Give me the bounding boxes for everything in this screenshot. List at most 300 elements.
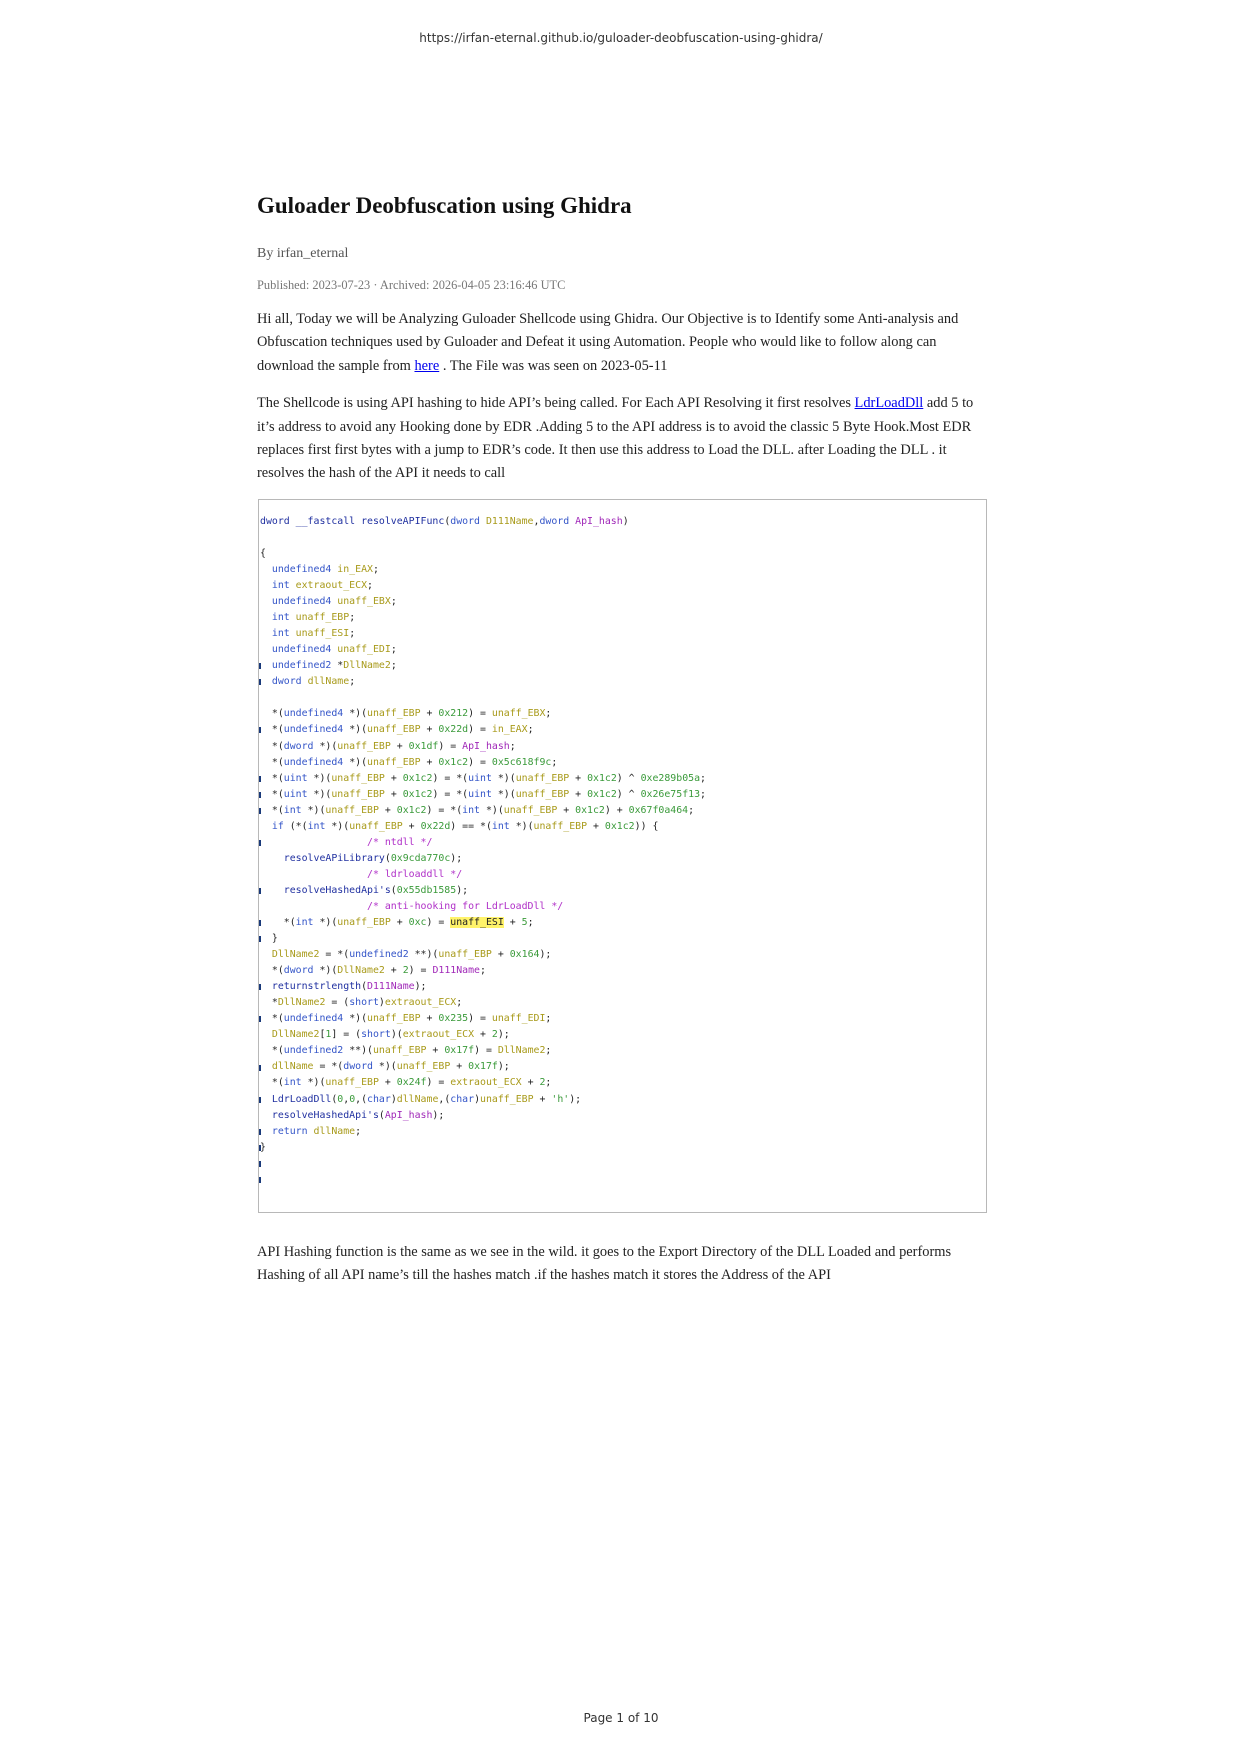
code-token: extraout_ECX (450, 1077, 522, 1089)
code-token: + (450, 1061, 469, 1073)
code-token: unaff_EBP (533, 820, 588, 832)
code-token: resolveAPiLibrary (283, 852, 385, 864)
code-token: unaff_EBP (331, 788, 385, 800)
code-token: *)( (349, 708, 368, 720)
code-token: dword (450, 515, 486, 527)
code-token: uint (283, 772, 314, 784)
code-token: *( (260, 1077, 284, 1089)
code-token: *( (260, 804, 284, 816)
code-token: in_EAX (337, 563, 373, 575)
code-token: ); (450, 852, 463, 864)
code-token: 2 (491, 1029, 498, 1041)
code-token: unaff_EBP (515, 788, 570, 800)
code-token: ; (545, 708, 552, 720)
code-token: unaff_EBP (367, 756, 421, 768)
code-token: 0xc (408, 917, 427, 929)
code-token: unaff_EBP (372, 1045, 427, 1057)
code-token: 1 (325, 1029, 332, 1041)
code-token: extraout_ECX (402, 1029, 475, 1041)
code-token: ) = (426, 1077, 451, 1089)
code-token: 0x17f (444, 1045, 475, 1057)
code-line (260, 530, 706, 546)
code-token: = ( (325, 997, 350, 1009)
code-token: + (533, 1093, 552, 1105)
code-token: **)( (349, 1045, 373, 1057)
code-token: + (378, 804, 397, 816)
code-line (260, 899, 706, 915)
publish-meta: Published: 2023-07-23 · Archived: 2026-04-05 23:16:46 UTC (257, 278, 566, 292)
code-token (260, 564, 272, 575)
code-token: unaff_EBP (503, 804, 558, 816)
code-token: in_EAX (491, 724, 528, 736)
code-token: + (521, 1077, 540, 1089)
code-token: 0x24f (396, 1077, 427, 1089)
code-token: returnstrlength (271, 981, 362, 993)
code-token: undefined4 (283, 756, 350, 768)
code-token: DllName2 (271, 1029, 320, 1041)
code-token: uint (468, 772, 498, 784)
code-line (260, 739, 706, 755)
code-token: uint (283, 788, 314, 800)
code-token: ) = *( (432, 772, 469, 784)
code-token: ) + (604, 804, 629, 816)
ldrloaddll-link[interactable]: LdrLoadDll (854, 395, 924, 412)
code-token: unaff_EDI (337, 644, 391, 656)
code-token: *)( (349, 724, 368, 736)
code-token: = *( (313, 1061, 344, 1073)
code-token: short (361, 1029, 391, 1041)
code-line (260, 1043, 706, 1059)
code-line (260, 819, 706, 835)
code-token: + (474, 1029, 492, 1041)
code-token: 0x1c2 (587, 772, 617, 784)
sample-link[interactable]: here (414, 357, 440, 374)
highlighted-token: unaff_ESI (450, 917, 504, 929)
code-line (260, 963, 706, 979)
code-token: /* ldrloaddll */ (367, 868, 463, 880)
paragraph-api-hashing-tail: add 5 to it’s address to avoid any Hooking done by EDR .Adding 5 to the API address is to avoid the classic 5 Byte Hook.Most EDR replaces first first bytes with a jump to EDR’s code. It then use this address to Load the DLL. after Loading the DLL . it resolves the hash of the API it needs to call (257, 395, 974, 482)
code-token (260, 628, 272, 639)
code-token: ,( (355, 1093, 368, 1105)
code-token (260, 981, 272, 992)
code-token: ; (349, 628, 356, 640)
code-token: = *( (319, 949, 350, 961)
code-line (260, 1140, 706, 1156)
code-token: , (533, 515, 540, 527)
code-token: ) = *( (432, 788, 469, 800)
code-token: *)( (307, 1077, 326, 1089)
code-token: unaff_EBP (295, 612, 350, 624)
code-token: ( (361, 981, 368, 993)
code-token: ; (527, 917, 534, 929)
code-token: ; (367, 580, 373, 592)
code-token: *( (260, 708, 284, 720)
code-token: unaff_EBP (367, 1013, 421, 1025)
code-token (260, 821, 272, 832)
paragraph-api-hashing-text: The Shellcode is using API hashing to hide API’s being called. For Each API Resolving it first resolves (257, 395, 855, 412)
code-token: **)( (414, 949, 439, 961)
code-token: resolveHashedApi's (271, 1109, 379, 1121)
code-token: ) = *( (426, 804, 463, 816)
code-token: ) = (438, 740, 463, 752)
code-line (260, 562, 706, 578)
code-token: 0x1c2 (396, 804, 427, 816)
code-token: resolveHashedApi's (283, 884, 391, 896)
code-token: if (271, 820, 290, 832)
code-token: ; (456, 997, 463, 1009)
code-token (260, 580, 272, 591)
code-token: DllName2 (497, 1045, 546, 1057)
code-token: dllName (313, 1125, 356, 1137)
code-line (260, 514, 706, 530)
code-token: + (378, 1077, 397, 1089)
code-token: ; (688, 804, 695, 816)
article (257, 190, 989, 1302)
code-token: + (503, 917, 522, 929)
code-token: *)( (307, 804, 326, 816)
code-token: *( (260, 756, 284, 768)
code-token: ; (545, 1045, 552, 1057)
code-token: unaff_EBP (331, 772, 385, 784)
code-token: ,( (438, 1093, 451, 1105)
paragraph-intro (257, 308, 989, 378)
code-token: *)( (319, 965, 338, 977)
code-token: ; (545, 1077, 552, 1089)
code-token: ); (497, 1061, 510, 1073)
code-line (260, 1059, 706, 1075)
code-token: ApI_hash (462, 740, 510, 752)
code-token: *)( (319, 917, 338, 929)
code-token: unaff_EBP (367, 708, 421, 720)
code-token: dllName (271, 1061, 314, 1073)
code-token: + (426, 1045, 445, 1057)
code-token: ) = (408, 965, 433, 977)
code-token: ) ^ (616, 788, 641, 800)
code-token: ApI_hash (384, 1109, 433, 1121)
code-line (260, 835, 706, 851)
code-token (260, 837, 367, 848)
code-token: ) = (468, 756, 492, 768)
article-title: Guloader Deobfuscation using Ghidra (257, 193, 632, 218)
code-token: 0x17f (468, 1061, 498, 1073)
code-token: int (271, 628, 296, 640)
code-line (260, 1075, 706, 1091)
code-token: ); (569, 1093, 582, 1105)
code-token: 0x9cda770c (390, 852, 451, 864)
code-token: DllName2 (337, 965, 385, 977)
code-token: (*( (289, 820, 308, 832)
code-token: unaff_EBP (325, 804, 379, 816)
code-token: *)( (497, 772, 516, 784)
code-token: 0x1c2 (575, 804, 605, 816)
code-token: D111Name (485, 515, 534, 527)
code-token: ; (390, 644, 397, 656)
code-token: ) ^ (616, 772, 641, 784)
paragraph-hash-function: API Hashing function is the same as we see in the wild. it goes to the Export Directory of the DLL Loaded and performs Hashing of all API name’s till the hashes match .if the hashes match it stores the Address of the API (257, 1243, 952, 1284)
code-token: undefined4 (283, 1013, 350, 1025)
code-token: 0x212 (438, 708, 469, 720)
code-token: ; (349, 676, 356, 688)
code-token: int (283, 804, 308, 816)
paragraph-intro-tail: . The File was was seen on 2023-05-11 (439, 357, 668, 374)
code-line (260, 851, 706, 867)
code-token: *)( (485, 804, 504, 816)
code-token: dword (283, 740, 320, 752)
code-token: *)( (319, 740, 338, 752)
code-token: *( (260, 740, 284, 752)
code-token: + (420, 1013, 439, 1025)
code-token: ] = ( (331, 1029, 362, 1041)
code-line (260, 979, 706, 995)
page-number: Page 1 of 10 (583, 1711, 659, 1725)
paragraph-intro-text: Hi all, Today we will be Analyzing Guloader Shellcode using Ghidra. Our Objective is to Identify some Anti-analysis and Obfuscation techniques used by Guloader and Defeat it using Automation. People who would like to follow along can download the sample from (257, 311, 959, 374)
code-token: + (384, 772, 403, 784)
code-token: *( (260, 1013, 284, 1025)
code-line (260, 995, 706, 1011)
code-token: + (384, 965, 403, 977)
code-line (260, 594, 706, 610)
code-token: DllName2 (277, 997, 326, 1009)
code-token (260, 869, 367, 880)
code-token: + (402, 820, 421, 832)
code-token: ); (539, 949, 552, 961)
code-token: ; (390, 660, 397, 672)
code-token: + (569, 788, 588, 800)
code-token: ) = (468, 1013, 492, 1025)
code-token: short (349, 997, 379, 1009)
code-token: + (420, 708, 439, 720)
code-token: undefined4 (271, 596, 338, 608)
gutter-marker (258, 1177, 261, 1183)
code-token: ( (444, 515, 451, 527)
code-token (260, 901, 367, 912)
code-token: ; (480, 965, 486, 977)
code-token: dllName (396, 1093, 439, 1105)
code-line (260, 787, 706, 803)
code-token: 0x164 (509, 949, 540, 961)
code-token (260, 1029, 272, 1040)
code-token: ( (390, 884, 397, 896)
code-line (260, 931, 706, 947)
byline: By irfan_eternal (257, 246, 349, 261)
code-token: ); (456, 884, 469, 896)
code-token: 2 (539, 1077, 546, 1089)
code-token: return (271, 1125, 314, 1137)
code-token: *)( (497, 788, 516, 800)
code-token: extraout_ECX (384, 997, 457, 1009)
code-token: ; (355, 1125, 362, 1137)
code-token: undefined2 (271, 660, 338, 672)
code-token: int (462, 804, 486, 816)
code-token: ) (474, 1093, 481, 1105)
code-token: ; (372, 563, 379, 575)
code-token: ( (378, 1109, 385, 1121)
code-token: extraout_ECX (295, 580, 368, 592)
code-token: *)( (313, 772, 332, 784)
code-token: ; (700, 788, 706, 800)
code-line (260, 626, 706, 642)
code-token: unaff_EBP (438, 949, 492, 961)
code-token: 0x1c2 (402, 788, 433, 800)
code-token: ApI_hash (575, 515, 623, 527)
code-token: ) (390, 1093, 397, 1105)
code-line (260, 1011, 706, 1027)
code-line (260, 771, 706, 787)
code-token: *( (260, 788, 284, 800)
code-token: undefined4 (271, 644, 338, 656)
code-token: *( (260, 1045, 284, 1057)
code-token: unaff_EDI (491, 1013, 546, 1025)
code-token: 'h' (551, 1093, 570, 1105)
code-token: D111Name (367, 981, 415, 993)
code-token (260, 644, 272, 655)
code-token: LdrLoadDll (271, 1093, 332, 1105)
code-token: 0x1c2 (587, 788, 617, 800)
paragraph-api-hashing (257, 392, 989, 486)
code-token: char (450, 1093, 475, 1105)
code-token: 2 (402, 965, 409, 977)
code-token: [ (319, 1029, 326, 1041)
code-line (260, 1108, 706, 1124)
code-token: + (384, 788, 403, 800)
code-token: int (283, 1077, 308, 1089)
code-token: ) = (468, 724, 492, 736)
code-token: , (343, 1093, 350, 1105)
code-line (260, 1124, 706, 1140)
code-token (260, 853, 284, 864)
code-token (260, 676, 272, 687)
code-token: 0x22d (438, 724, 469, 736)
code-token: ) (622, 515, 629, 527)
code-token: unaff_EBP (515, 772, 570, 784)
code-token: 0x5c618f9c (491, 756, 552, 768)
code-token: + (390, 917, 409, 929)
code-token: + (420, 724, 439, 736)
code-token: unaff_EBP (480, 1093, 534, 1105)
code-line (260, 690, 706, 706)
code-token: *( (260, 917, 296, 929)
code-line (260, 803, 706, 819)
code-token: undefined2 (283, 1045, 350, 1057)
code-token: int (491, 820, 516, 832)
code-token: )( (390, 1029, 403, 1041)
code-token: 0x26e75f13 (640, 788, 701, 800)
code-line (260, 658, 706, 674)
code-line (260, 1027, 706, 1043)
code-token: undefined4 (271, 563, 338, 575)
code-token: dword (283, 965, 320, 977)
code-line (260, 755, 706, 771)
code-token: unaff_EBP (367, 724, 421, 736)
code-token: * (337, 660, 344, 672)
code-token: DllName2 (343, 660, 391, 672)
code-line (260, 642, 706, 658)
code-token: unaff_EBX (491, 708, 546, 720)
code-token (260, 1126, 272, 1137)
code-token: ; (349, 612, 356, 624)
code-line (260, 578, 706, 594)
code-token: ; (551, 756, 558, 768)
code-token: int (307, 820, 332, 832)
code-token (260, 949, 272, 960)
code-token: 0x55db1585 (396, 884, 457, 896)
code-token: dllName (307, 676, 350, 688)
code-token: unaff_EBX (337, 596, 391, 608)
code-line (260, 947, 706, 963)
code-token: int (271, 612, 296, 624)
code-token: 0xe289b05a (640, 772, 701, 784)
page-url: https://irfan-eternal.github.io/guloader-deobfuscation-using-ghidra/ (419, 31, 823, 45)
code-token (260, 1110, 272, 1121)
code-token: *)( (515, 820, 534, 832)
code-token: + (557, 804, 576, 816)
code-token: int (271, 580, 296, 592)
code-token: ; (390, 596, 397, 608)
code-token (260, 596, 272, 607)
code-token: } (260, 1141, 266, 1153)
code-token: /* ntdll */ (367, 836, 433, 848)
code-line (260, 546, 706, 562)
code-line (260, 883, 706, 899)
code-token: ; (700, 772, 706, 784)
code-token: ) = (426, 917, 451, 929)
code-line (260, 722, 706, 738)
code-token: *)( (313, 788, 332, 800)
code-token: *)( (349, 756, 368, 768)
code-token: + (491, 949, 510, 961)
code-token: { (260, 547, 266, 559)
code-token: + (390, 740, 409, 752)
code-line (260, 1092, 706, 1108)
code-token: 0x1c2 (438, 756, 469, 768)
code-token: dword __fastcall resolveAPIFunc (260, 515, 445, 527)
code-line (260, 610, 706, 626)
code-token: ; (527, 724, 534, 736)
code-token: unaff_EBP (325, 1077, 379, 1089)
code-screenshot (258, 499, 987, 1213)
code-token: ( (384, 852, 391, 864)
code-token: 0x1df (408, 740, 439, 752)
code-token (260, 612, 272, 623)
code-token: *( (260, 965, 284, 977)
code-line (260, 867, 706, 883)
code-token: ) = (474, 1045, 498, 1057)
code-token: undefined2 (349, 949, 415, 961)
code-token: D111Name (432, 965, 480, 977)
code-token: /* anti-hooking for LdrLoadDll */ (367, 900, 564, 912)
code-token: *)( (331, 820, 350, 832)
code-token (260, 885, 284, 896)
code-line (260, 674, 706, 690)
code-token: 0x1c2 (604, 820, 635, 832)
code-token: 0x67f0a464 (628, 804, 689, 816)
code-token: unaff_EBP (337, 740, 391, 752)
code-token: ; (545, 1013, 552, 1025)
code-token: ); (432, 1109, 445, 1121)
code-token: *)( (349, 1013, 368, 1025)
code-token: 0x1c2 (402, 772, 433, 784)
code-token: + (569, 772, 588, 784)
code-block (260, 514, 706, 1156)
code-line (260, 706, 706, 722)
code-line (260, 915, 706, 931)
code-token: ) = (468, 708, 492, 720)
code-token: *)( (378, 1061, 397, 1073)
code-token: ) == *( (450, 820, 492, 832)
code-token: char (367, 1093, 391, 1105)
code-token: + (587, 820, 605, 832)
code-token: uint (468, 788, 498, 800)
